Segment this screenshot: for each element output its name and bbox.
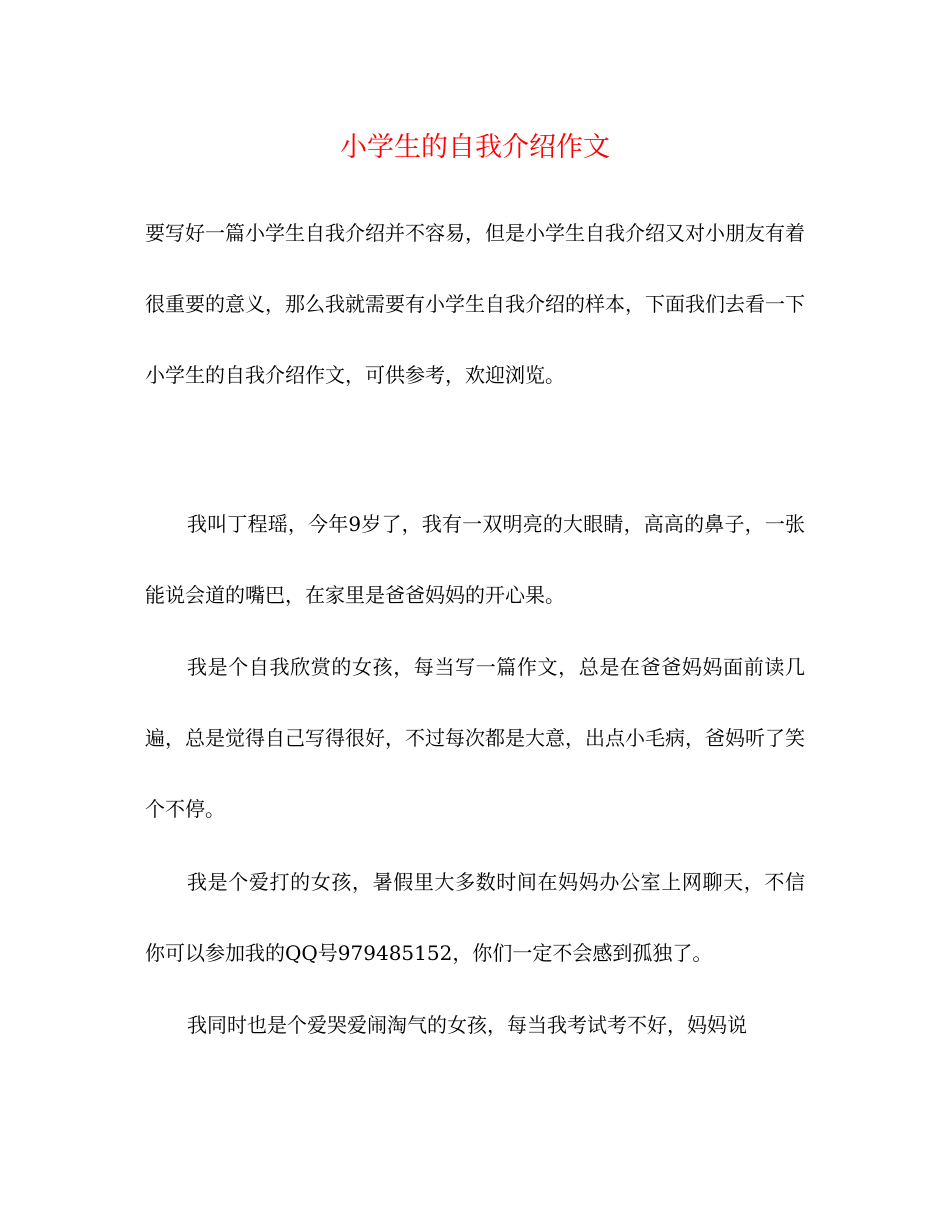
intro-paragraph: 要写好一篇小学生自我介绍并不容易，但是小学生自我介绍又对小朋友有着很重要的意义，那么我就需要有小学生自我介绍的样本，下面我们去看一下小学生的自我介绍作文，可供参考，欢迎浏览。 — [145, 221, 805, 387]
body-paragraph: 我是个自我欣赏的女孩，每当写一篇作文，总是在爸爸妈妈面前读几遍，总是觉得自己写得很好，不过每次都是大意，出点小毛病，爸妈听了笑个不停。 — [145, 655, 805, 821]
body-paragraph: 我同时也是个爱哭爱闹淘气的女孩，每当我考试考不好，妈妈说 — [187, 1013, 747, 1037]
body-paragraph: 我叫丁程瑶，今年9岁了，我有一双明亮的大眼睛，高高的鼻子，一张能说会道的嘴巴，在家里是爸爸妈妈的开心果。 — [145, 512, 805, 607]
body-paragraph: 我是个爱打的女孩，暑假里大多数时间在妈妈办公室上网聊天，不信你可以参加我的QQ号979485152，你们一定不会感到孤独了。 — [145, 870, 805, 965]
document-title: 小学生的自我介绍作文 — [340, 132, 610, 163]
